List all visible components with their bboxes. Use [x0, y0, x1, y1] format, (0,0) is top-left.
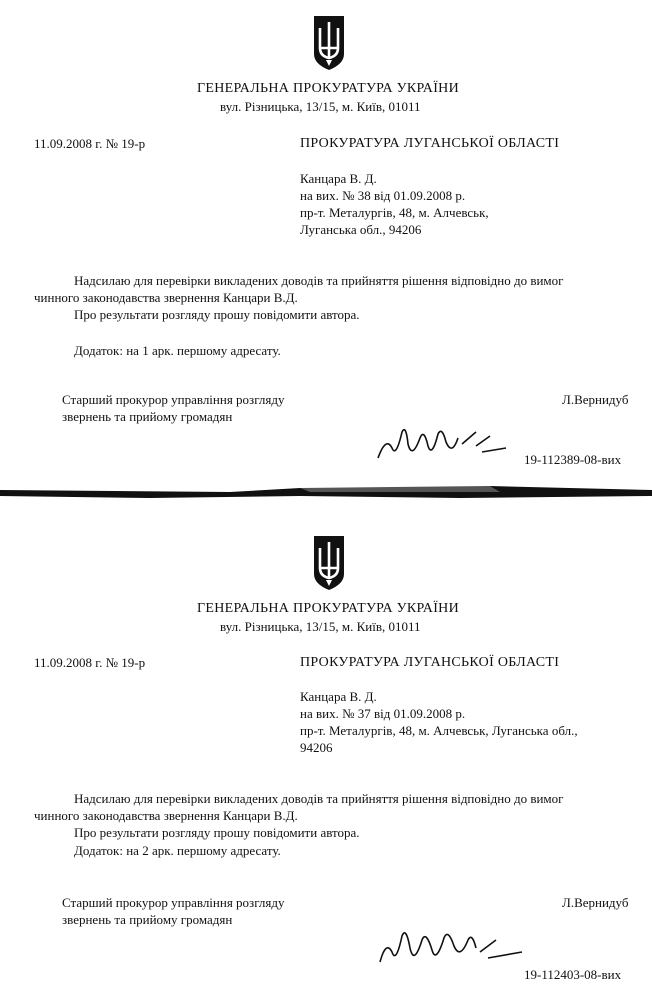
attachment: Додаток: на 1 арк. першому адресату.: [74, 343, 281, 358]
org-name: ГЕНЕРАЛЬНА ПРОКУРАТУРА УКРАЇНИ: [197, 601, 459, 616]
body-line-3: Про результати розгляду прошу повідомити автора.: [74, 825, 360, 840]
cc-line-2: на вих. № 38 від 01.09.2008 р.: [300, 188, 466, 203]
body-line-2: чинного законодавства звернення Канцари В.Д.: [34, 290, 298, 305]
letter-2: [0, 508, 652, 988]
signer-name: Л.Вернидуб: [562, 895, 629, 910]
signature-icon: [376, 918, 526, 974]
org-address: вул. Різницька, 13/15, м. Київ, 01011: [220, 99, 421, 114]
coat-of-arms-icon: [312, 14, 346, 72]
doc-code: 19-112403-08-вих: [524, 967, 622, 982]
date-number: 11.09.2008 г. № 19-р: [34, 136, 146, 151]
cc-line-2: на вих. № 37 від 01.09.2008 р.: [300, 706, 466, 721]
signer-title-1: Старший прокурор управління розгляду: [62, 895, 285, 910]
signer-title-2: звернень та прийому громадян: [62, 409, 233, 424]
body-line-2: чинного законодавства звернення Канцари В.Д.: [34, 808, 298, 823]
letter-1: [0, 0, 652, 482]
page-divider: [0, 484, 652, 506]
signer-title-1: Старший прокурор управління розгляду: [62, 392, 285, 407]
org-address: вул. Різницька, 13/15, м. Київ, 01011: [220, 619, 421, 634]
signer-title-2: звернень та прийому громадян: [62, 912, 233, 927]
doc-code: 19-112389-08-вих: [524, 452, 622, 467]
addressee: ПРОКУРАТУРА ЛУГАНСЬКОЇ ОБЛАСТІ: [300, 655, 560, 670]
cc-line-1: Канцара В. Д.: [300, 171, 377, 186]
attachment: Додаток: на 2 арк. першому адресату.: [74, 843, 281, 858]
signature-icon: [372, 418, 512, 468]
cc-line-3: пр-т. Металургів, 48, м. Алчевськ,: [300, 205, 489, 220]
body-line-1: Надсилаю для перевірки викладених доводів та прийняття рішення відповідно до вимог: [74, 273, 564, 288]
cc-line-1: Канцара В. Д.: [300, 689, 377, 704]
signer-name: Л.Вернидуб: [562, 392, 629, 407]
org-name: ГЕНЕРАЛЬНА ПРОКУРАТУРА УКРАЇНИ: [197, 81, 459, 96]
cc-line-3: пр-т. Металургів, 48, м. Алчевськ, Луганська обл.,: [300, 723, 578, 738]
date-number: 11.09.2008 г. № 19-р: [34, 655, 146, 670]
addressee: ПРОКУРАТУРА ЛУГАНСЬКОЇ ОБЛАСТІ: [300, 136, 560, 151]
cc-line-4: 94206: [300, 740, 333, 755]
body-line-1: Надсилаю для перевірки викладених доводів та прийняття рішення відповідно до вимог: [74, 791, 564, 806]
coat-of-arms-icon: [312, 534, 346, 592]
body-line-3: Про результати розгляду прошу повідомити автора.: [74, 307, 360, 322]
cc-line-4: Луганська обл., 94206: [300, 222, 422, 237]
